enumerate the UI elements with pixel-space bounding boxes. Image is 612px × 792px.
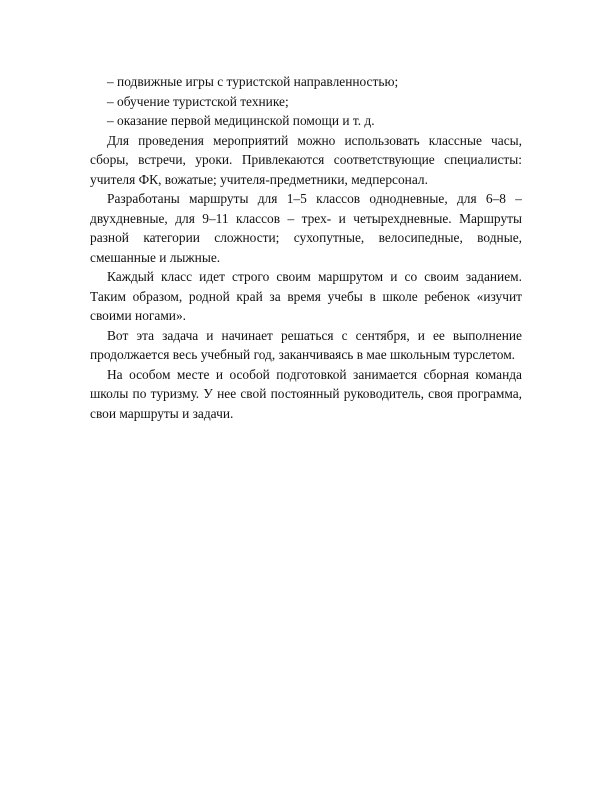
list-item-tourist-technique: – обучение туристской технике; [107, 93, 289, 109]
paragraph-class-route: Каждый класс идет строго своим маршрутом и со своим заданием. Таким образом, родной край за время учебы в школе ребенок «изучит своими ногами». [90, 269, 522, 323]
document-body [90, 72, 522, 423]
paragraph-routes: Разработаны маршруты для 1–5 классов однодневные, для 6–8 – двухдневные, для 9–11 классов – трех- и четырехдневные. Маршруты разной категории сложности; сухопутные, велосипедные, водные, смешанные и лыжные. [90, 191, 522, 265]
paragraph-school-year: Вот эта задача и начинает решаться с сентября, и ее выполнение продолжается весь учебный год, заканчиваясь в мае школьным турслетом. [90, 327, 522, 362]
paragraph-team: На особом месте и особой подготовкой занимается сборная команда школы по туризму. У нее свой постоянный руководитель, своя программа, свои маршруты и задачи. [90, 366, 522, 421]
list-item-outdoor-games: – подвижные игры с туристской направленностью; [107, 74, 399, 89]
list-item-first-aid: – оказание первой медицинской помощи и т. д. [107, 113, 375, 128]
paragraph-events: Для проведения мероприятий можно использовать классные часы, сборы, встречи, уроки. Привлекаются соответствующие специалисты: учителя ФК, вожатые; учителя-предметники, медперсонал. [90, 132, 522, 187]
